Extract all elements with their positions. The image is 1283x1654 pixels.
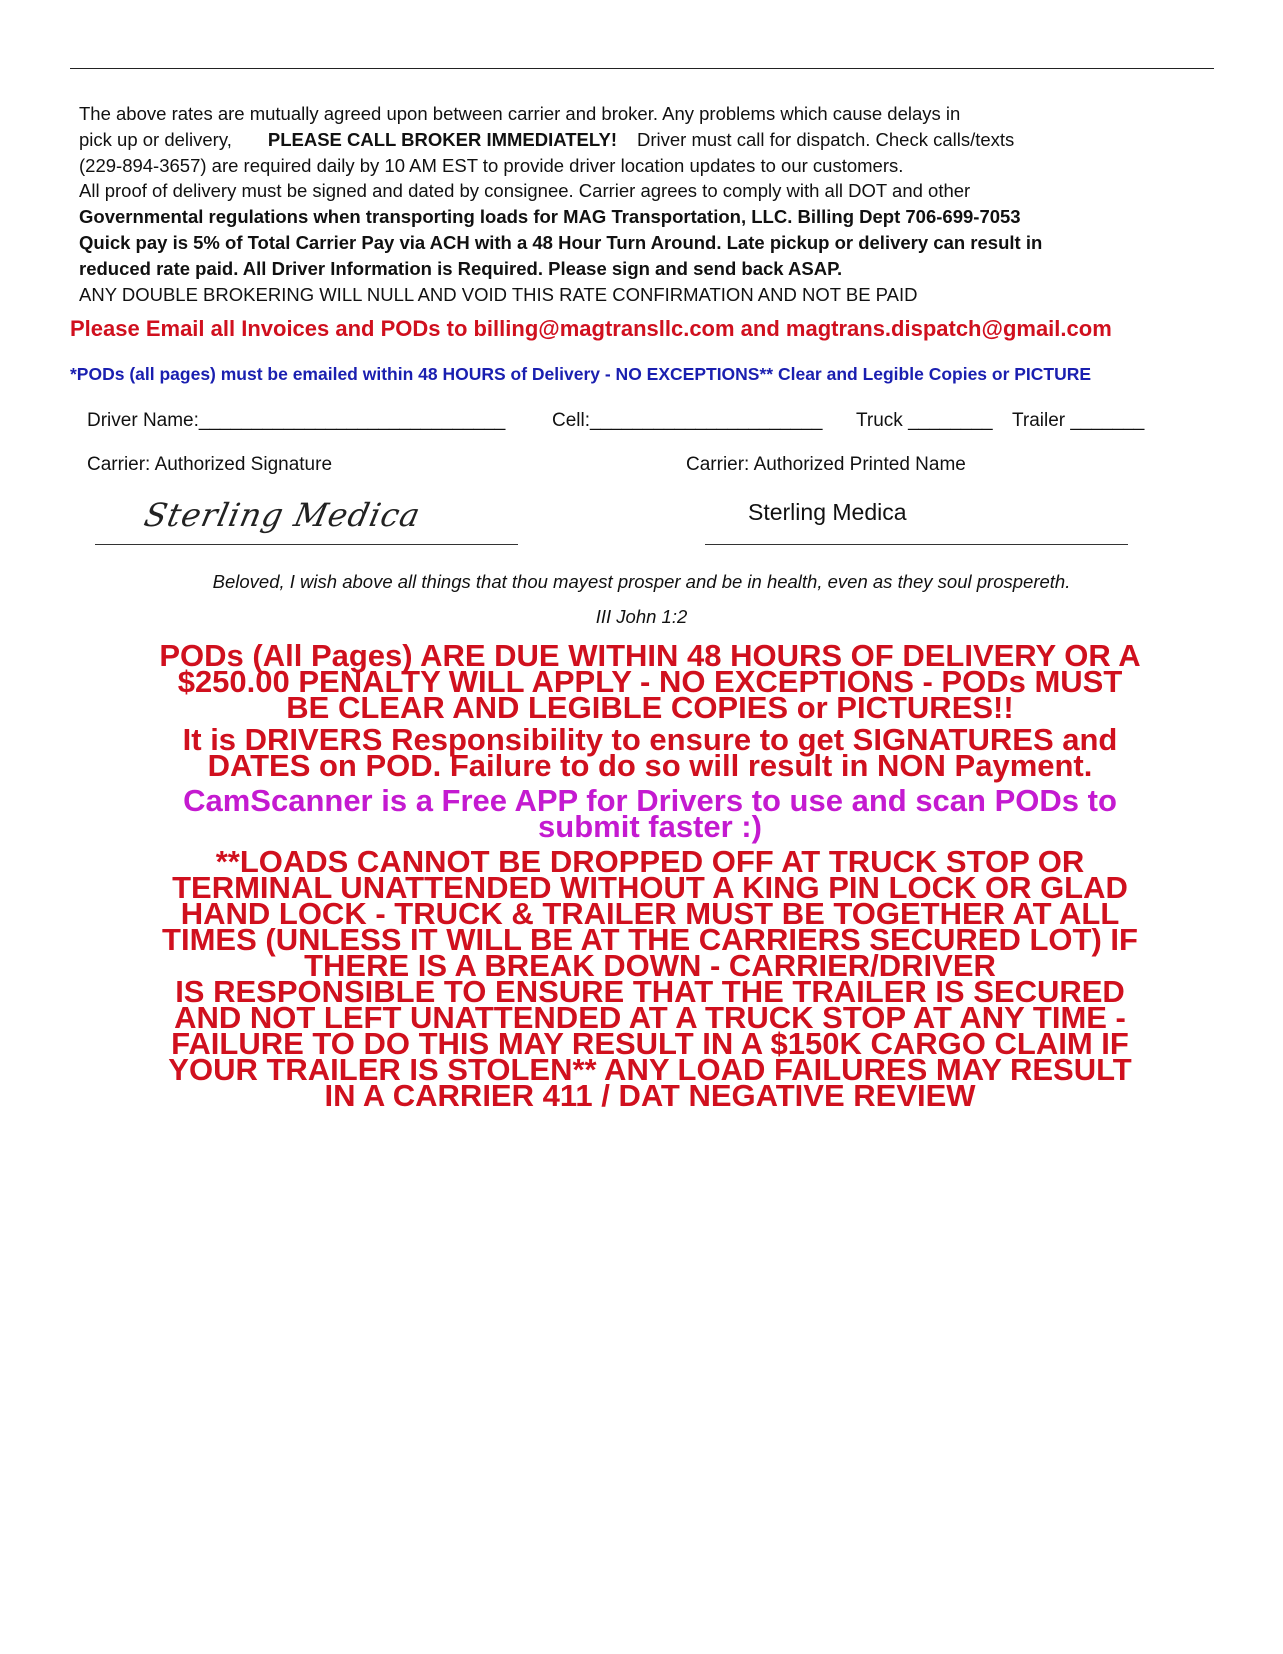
warning-line: TIMES (UNLESS IT WILL BE AT THE CARRIERS SECURED LOT) IF	[162, 922, 1138, 957]
warning-line: PODs (All Pages) ARE DUE WITHIN 48 HOURS OF DELIVERY OR A	[159, 638, 1141, 673]
drivers-responsibility-warning	[100, 722, 1200, 783]
terms-text: Driver must call for dispatch. Check calls/texts	[637, 128, 1015, 150]
bible-verse: Beloved, I wish above all things that thou mayest prosper and be in health, even as they soul prospereth.	[212, 571, 1071, 592]
verse-reference: III John 1:2	[595, 606, 688, 627]
terms-line: ANY DOUBLE BROKERING WILL NULL AND VOID THIS RATE CONFIRMATION AND NOT BE PAID	[79, 283, 918, 305]
terms-text: pick up or delivery,	[79, 128, 232, 150]
printed-name-value: Sterling Medica	[748, 499, 907, 525]
signature-label: Carrier: Authorized Signature	[87, 454, 333, 475]
terms-line: The above rates are mutually agreed upon between carrier and broker. Any problems which cause delays in	[79, 103, 961, 124]
warning-line: submit faster :)	[538, 809, 762, 844]
warning-line: THERE IS A BREAK DOWN - CARRIER/DRIVER	[304, 948, 996, 983]
cell-field: Cell:______________________	[552, 410, 823, 431]
printed-name-label: Carrier: Authorized Printed Name	[686, 454, 966, 475]
terms-line-bold: Governmental regulations when transporting loads for MAG Transportation, LLC. Billing Dept 706-699-7053	[79, 206, 1021, 228]
loads-unattended-warning	[100, 844, 1200, 1113]
warning-line: DATES on POD. Failure to do so will result in NON Payment.	[207, 748, 1093, 783]
call-broker-emphasis: PLEASE CALL BROKER IMMEDIATELY!	[267, 128, 617, 150]
terms-line-bold: reduced rate paid. All Driver Information is Required. Please sign and send back ASAP.	[79, 257, 843, 279]
warning-line: CamScanner is a Free APP for Drivers to use and scan PODs to	[183, 783, 1117, 818]
handwritten-signature: Sterling Medica	[140, 496, 425, 534]
terms-paragraph	[79, 101, 1259, 307]
top-divider	[70, 68, 1214, 69]
pods-penalty-warning	[100, 638, 1200, 725]
warning-line: AND NOT LEFT UNATTENDED AT A TRUCK STOP AT ANY TIME -	[174, 1000, 1126, 1035]
terms-line: All proof of delivery must be signed and dated by consignee. Carrier agrees to comply with all DOT and other	[79, 180, 971, 202]
warning-line: It is DRIVERS Responsibility to ensure to get SIGNATURES and	[182, 722, 1118, 757]
warning-line: IS RESPONSIBLE TO ENSURE THAT THE TRAILER IS SECURED	[175, 974, 1125, 1009]
trailer-field: Trailer _______	[1012, 410, 1145, 431]
signature-line	[95, 544, 518, 545]
terms-line-bold: Quick pay is 5% of Total Carrier Pay via ACH with a 48 Hour Turn Around. Late pickup or delivery can result in	[79, 231, 1043, 253]
warning-line: $250.00 PENALTY WILL APPLY - NO EXCEPTIONS - PODs MUST	[177, 664, 1123, 699]
camscanner-notice	[100, 783, 1200, 844]
warning-line: **LOADS CANNOT BE DROPPED OFF AT TRUCK STOP OR	[215, 844, 1085, 879]
driver-name-field: Driver Name:_____________________________	[87, 410, 506, 431]
warning-line: IN A CARRIER 411 / DAT NEGATIVE REVIEW	[324, 1078, 976, 1113]
warning-line: FAILURE TO DO THIS MAY RESULT IN A $150K CARGO CLAIM IF	[171, 1026, 1129, 1061]
warning-line: BE CLEAR AND LEGIBLE COPIES or PICTURES!!	[286, 690, 1014, 725]
warning-line: YOUR TRAILER IS STOLEN** ANY LOAD FAILURES MAY RESULT	[168, 1052, 1132, 1087]
warning-line: TERMINAL UNATTENDED WITHOUT A KING PIN LOCK OR GLAD	[172, 870, 1128, 905]
email-notice: Please Email all Invoices and PODs to billing@magtransllc.com and magtrans.dispatch@gmail.com	[70, 316, 1112, 341]
terms-line: (229-894-3657) are required daily by 10 AM EST to provide driver location updates to our customers.	[79, 154, 904, 176]
warning-line: HAND LOCK - TRUCK & TRAILER MUST BE TOGETHER AT ALL	[180, 896, 1120, 931]
truck-field: Truck ________	[856, 410, 993, 431]
printed-name-line	[705, 544, 1128, 545]
terms-line	[79, 127, 1259, 153]
pods-notice: *PODs (all pages) must be emailed within 48 HOURS of Delivery - NO EXCEPTIONS** Clear and Legible Copies or PICTURE	[70, 364, 1092, 384]
